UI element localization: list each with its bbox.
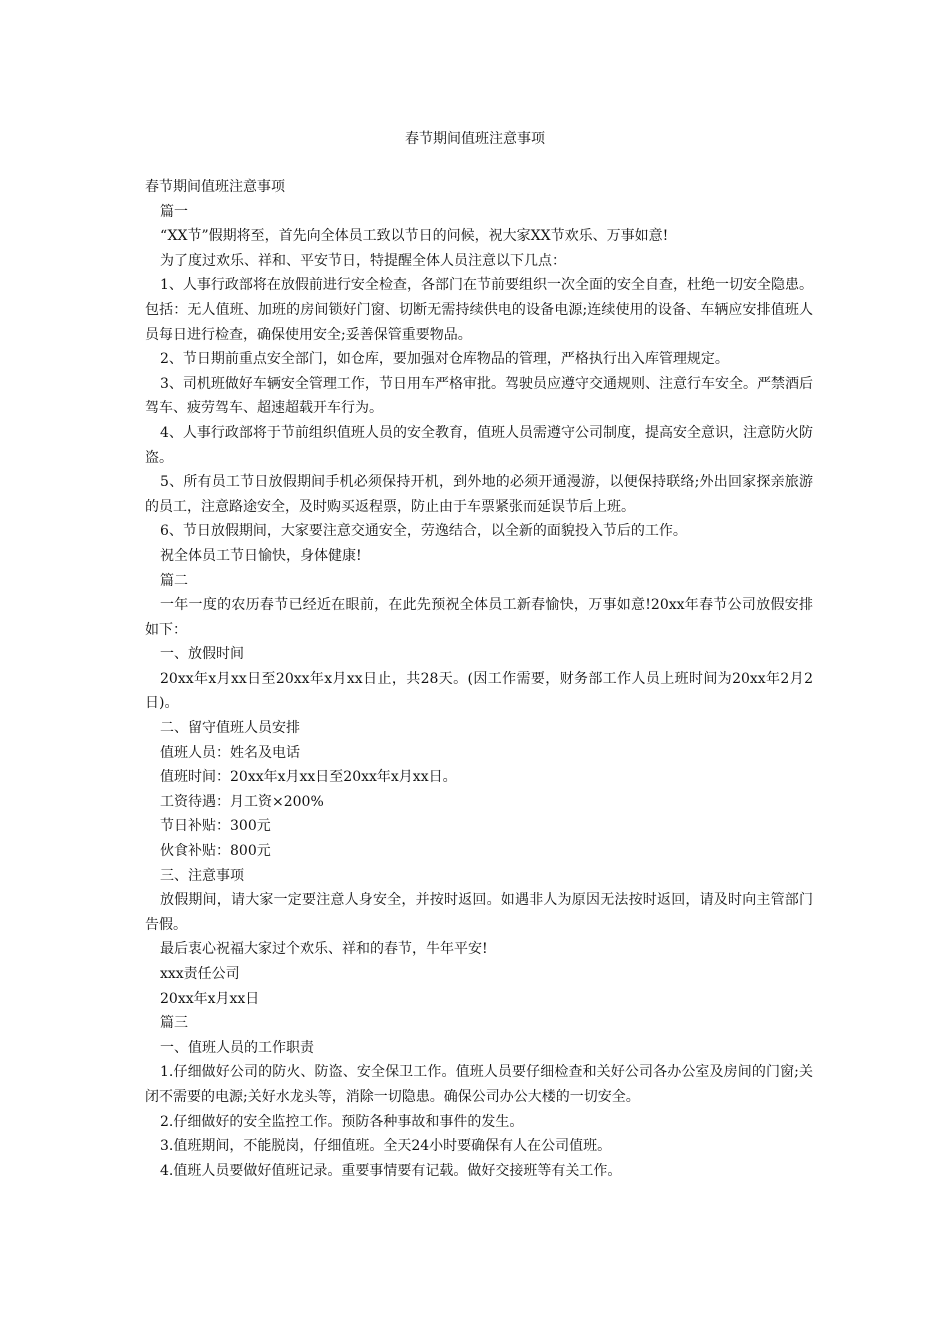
paragraph: xxx责任公司: [160, 966, 240, 982]
paragraph: 2.仔细做好的安全监控工作。预防各种事故和事件的发生。: [160, 1113, 524, 1130]
paragraph: 1.仔细做好公司的防火、防盗、安全保卫工作。值班人员要仔细检查和关好公司各办公室及房间的门窗;关闭不需要的电源;关好水龙头等，消除一切隐患。确保公司办公大楼的一切安全。: [145, 1064, 813, 1105]
paragraph: 值班时间：20xx年x月xx日至20xx年x月xx日。: [160, 769, 457, 786]
paragraph: “XX节”假期将至，首先向全体员工致以节日的问候，祝大家XX节欢乐、万事如意!: [160, 228, 669, 245]
paragraph: 最后衷心祝福大家过个欢乐、祥和的春节，牛年平安!: [160, 941, 488, 958]
paragraph: 篇一: [160, 203, 188, 220]
paragraph: 3.值班期间，不能脱岗，仔细值班。全天24小时要确保有人在公司值班。: [160, 1138, 612, 1155]
paragraph: 放假期间，请大家一定要注意人身安全，并按时返回。如遇非人为原因无法按时返回，请及时向主管部门告假。: [145, 892, 813, 933]
paragraph: 为了度过欢乐、祥和、平安节日，特提醒全体人员注意以下几点：: [160, 252, 566, 269]
paragraph: 1、人事行政部将在放假前进行安全检查，各部门在节前要组织一次全面的安全自查，杜绝一切安全隐患。包括：无人值班、加班的房间锁好门窗、切断无需持续供电的设备电源;连续使用的设备、车辆应安排值班人员每日进行检查，确保使用安全;妥善保管重要物品。: [145, 277, 813, 343]
paragraph: 祝全体员工节日愉快，身体健康!: [160, 547, 362, 564]
paragraph: 春节期间值班注意事项: [145, 179, 285, 195]
paragraph: 5、所有员工节日放假期间手机必须保持开机，到外地的必须开通漫游，以便保持联络;外出回家探亲旅游的员工，注意路途安全，及时购买返程票，防止由于车票紧张而延误节后上班。: [145, 474, 813, 515]
paragraph: 一年一度的农历春节已经近在眼前，在此先预祝全体员工新春愉快，万事如意!20xx年春节公司放假安排如下：: [145, 597, 813, 638]
document-body: [145, 175, 813, 1183]
paragraph: 伙食补贴：800元: [160, 843, 271, 860]
paragraph: 二、留守值班人员安排: [160, 720, 300, 737]
paragraph: 3、司机班做好车辆安全管理工作，节日用车严格审批。驾驶员应遵守交通规则、注意行车安全。严禁酒后驾车、疲劳驾车、超速超载开车行为。: [145, 375, 813, 417]
paragraph: 一、值班人员的工作职责: [160, 1039, 314, 1056]
paragraph: 值班人员：姓名及电话: [160, 744, 300, 761]
paragraph: 节日补贴：300元: [160, 818, 271, 835]
paragraph: 20xx年x月xx日: [160, 990, 260, 1007]
paragraph: 6、节日放假期间，大家要注意交通安全，劳逸结合，以全新的面貌投入节后的工作。: [160, 523, 687, 540]
paragraph: 三、注意事项: [160, 867, 244, 884]
paragraph: 4、人事行政部将于节前组织值班人员的安全教育，值班人员需遵守公司制度，提高安全意识，注意防火防盗。: [145, 424, 813, 466]
paragraph: 篇三: [160, 1015, 188, 1032]
paragraph: 工资待遇：月工资×200%: [160, 793, 324, 810]
paragraph: 一、放假时间: [160, 646, 244, 663]
paragraph: 20xx年x月xx日至20xx年x月xx日止，共28天。(因工作需要，财务部工作人员上班时间为20xx年2月2日)。: [145, 670, 813, 712]
paragraph: 篇二: [160, 572, 188, 589]
document-title: 春节期间值班注意事项: [405, 131, 545, 147]
paragraph: 4.值班人员要做好值班记录。重要事情要有记载。做好交接班等有关工作。: [160, 1162, 622, 1179]
paragraph: 2、节日期前重点安全部门，如仓库，要加强对仓库物品的管理，严格执行出入库管理规定。: [160, 351, 729, 368]
